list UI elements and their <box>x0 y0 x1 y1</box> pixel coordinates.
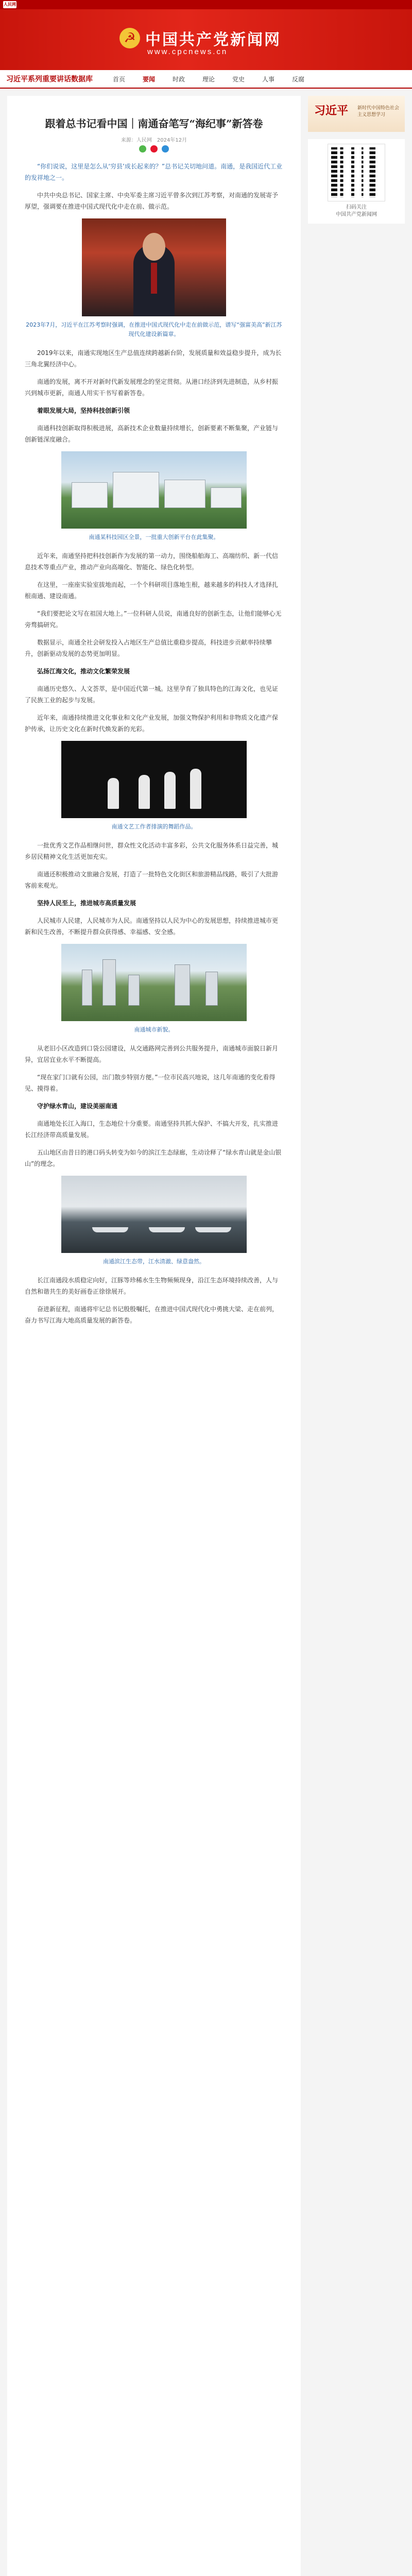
article-paragraph: 人民城市人民建，人民城市为人民。南通坚持以人民为中心的发展思想，持续推进城市更新和民生改善，不断提升群众获得感、幸福感、安全感。 <box>25 917 279 936</box>
photo-caption: 南通某科技园区全景，一批重大创新平台在此集聚。 <box>89 534 219 540</box>
site-url: www.cpcnews.cn <box>147 47 228 56</box>
photo-caption: 2023年7月，习近平在江苏考察时强调，在推进中国式现代化中走在前做示范，谱写“强富美高”新江苏现代化建设新篇章。 <box>26 321 282 337</box>
sidebar-banner-title: 习近平 <box>314 104 349 117</box>
article-paragraph: “你们说说，这里是怎么从‘穷县’成长起来的？”总书记关切地问道。南通，是我国近代工业的发祥地之一。 <box>25 163 283 181</box>
qr-card <box>308 139 405 224</box>
article-paragraph: 南通历史悠久、人文荟萃，是中国近代第一城。这里孕育了独具特色的江海文化，也见证了民族工业的起步与发展。 <box>25 685 279 704</box>
sidebar-banner-subtitle: 新时代中国特色社会主义思想学习 <box>357 106 400 117</box>
section-heading: 守护绿水青山，建设美丽南通 <box>37 1103 118 1110</box>
qr-label: 扫码关注 中国共产党新闻网 <box>336 205 377 217</box>
weibo-share-icon[interactable] <box>150 145 158 152</box>
article-paragraph: 2019年以来，南通实现地区生产总值连续跨越新台阶，发展质量和效益稳步提升，成为长三角北翼经济中心。 <box>25 349 282 368</box>
section-heading: 着眼发展大局，坚持科技创新引领 <box>37 407 130 414</box>
article-photo <box>61 451 247 529</box>
article-paragraph: 南通地处长江入海口，生态地位十分重要。南通坚持共抓大保护、不搞大开发，扎实推进长江经济带高质量发展。 <box>25 1120 279 1139</box>
article-paragraph: 南通的发展，离不开对新时代新发展理念的坚定贯彻。从港口经济到先进制造，从乡村振兴到城市更新，南通人用实干书写着新答卷。 <box>25 378 279 397</box>
top-bar <box>0 0 412 9</box>
wechat-share-icon[interactable] <box>139 145 146 152</box>
article-paragraph: 奋进新征程，南通将牢记总书记殷殷嘱托，在推进中国式现代化中勇挑大梁、走在前列，奋力书写江海大地高质量发展的新答卷。 <box>25 1306 279 1324</box>
article-paragraph: “现在家门口就有公园，出门散步特别方便。”一位市民高兴地说，这几年南通的变化看得见、摸得着。 <box>25 1074 276 1092</box>
main-nav <box>0 70 412 89</box>
nav-item[interactable]: 时政 <box>172 75 185 83</box>
article-photo <box>82 218 226 316</box>
nav-item[interactable]: 首页 <box>112 75 125 83</box>
qzone-share-icon[interactable] <box>162 145 169 152</box>
sidebar-banner[interactable] <box>308 96 405 132</box>
article-paragraph: 长江南通段水质稳定向好，江豚等珍稀水生生物频频现身，沿江生态环境持续改善，人与自然和谐共生的美好画卷正徐徐展开。 <box>25 1277 279 1295</box>
nav-item[interactable]: 要闻 <box>142 75 155 83</box>
article-paragraph: 五山地区由昔日的港口码头转变为如今的滨江生态绿廊，生动诠释了“绿水青山就是金山银山”的理念。 <box>25 1149 282 1167</box>
channel-name[interactable]: 习近平系列重要讲话数据库 <box>6 75 93 83</box>
photo-caption: 南通滨江生态带，江水清澈、绿意盎然。 <box>103 1258 205 1265</box>
nav-item[interactable]: 理论 <box>202 75 215 83</box>
nav-item[interactable]: 人事 <box>262 75 274 83</box>
photo-caption: 南通城市新貌。 <box>134 1026 174 1033</box>
article-meta: 来源：人民网 2024年12月 <box>121 138 187 143</box>
photo-caption: 南通文艺工作者排演的舞蹈作品。 <box>111 823 197 830</box>
article-paragraph: 南通科技创新取得积极进展，高新技术企业数量持续增长，创新要素不断集聚，产业链与创新链深度融合。 <box>25 425 279 443</box>
article-paragraph: 中共中央总书记、国家主席、中央军委主席习近平曾多次到江苏考察，对南通的发展寄予厚望，强调要在推进中国式现代化中走在前、做示范。 <box>25 192 279 210</box>
article-paragraph: 在这里，一座座实验室拔地而起，一个个科研项目落地生根，越来越多的科技人才选择扎根南通、建设南通。 <box>25 581 279 600</box>
article-main <box>7 96 301 2576</box>
article-photo <box>61 944 247 1021</box>
qr-code-icon <box>328 144 385 201</box>
article-paragraph: 一批优秀文艺作品相继问世，群众性文化活动丰富多彩，公共文化服务体系日益完善，城乡居民精神文化生活更加充实。 <box>25 842 279 860</box>
sidebar-banner-card[interactable] <box>308 96 405 132</box>
article-paragraph: 近年来，南通坚持把科技创新作为发展的第一动力，围绕船舶海工、高端纺织、新一代信息技术等重点产业，推动产业向高端化、智能化、绿色化转型。 <box>25 552 279 571</box>
nav-item[interactable]: 反腐 <box>291 75 304 83</box>
site-title[interactable]: 中国共产党新闻网 <box>145 31 281 49</box>
sidebar <box>308 96 405 2576</box>
party-emblem-icon: ☭ <box>119 28 140 48</box>
article-photo <box>61 1176 247 1253</box>
article-title: 跟着总书记看中国｜南通奋笔写“海纪事”新答卷 <box>45 117 263 130</box>
article-body <box>25 161 283 1326</box>
site-banner <box>0 9 412 70</box>
article-photo <box>61 741 247 818</box>
section-heading: 坚持人民至上，推进城市高质量发展 <box>37 900 136 907</box>
share-bar <box>25 145 283 152</box>
article-paragraph: 近年来，南通持续推进文化事业和文化产业发展，加强文物保护利用和非物质文化遗产保护传承，让历史文化在新时代焕发新的光彩。 <box>25 714 279 733</box>
article-paragraph: “我们要把论文写在祖国大地上。”一位科研人员说，南通良好的创新生态，让他们能够心无旁骛搞研究。 <box>25 610 282 629</box>
people-logo[interactable]: 人民网 <box>3 1 16 8</box>
section-heading: 弘扬江海文化，推动文化繁荣发展 <box>37 668 130 675</box>
article-paragraph: 从老旧小区改造到口袋公园建设，从交通路网完善到公共服务提升，南通城市面貌日新月异，宜居宜业水平不断提高。 <box>25 1045 279 1063</box>
article-paragraph: 南通还积极推动文旅融合发展，打造了一批特色文化街区和旅游精品线路，吸引了大批游客前来观光。 <box>25 871 279 889</box>
article-paragraph: 数据显示，南通全社会研发投入占地区生产总值比重稳步提高，科技进步贡献率持续攀升，创新驱动发展的态势更加明显。 <box>25 639 272 657</box>
nav-item[interactable]: 党史 <box>232 75 245 83</box>
